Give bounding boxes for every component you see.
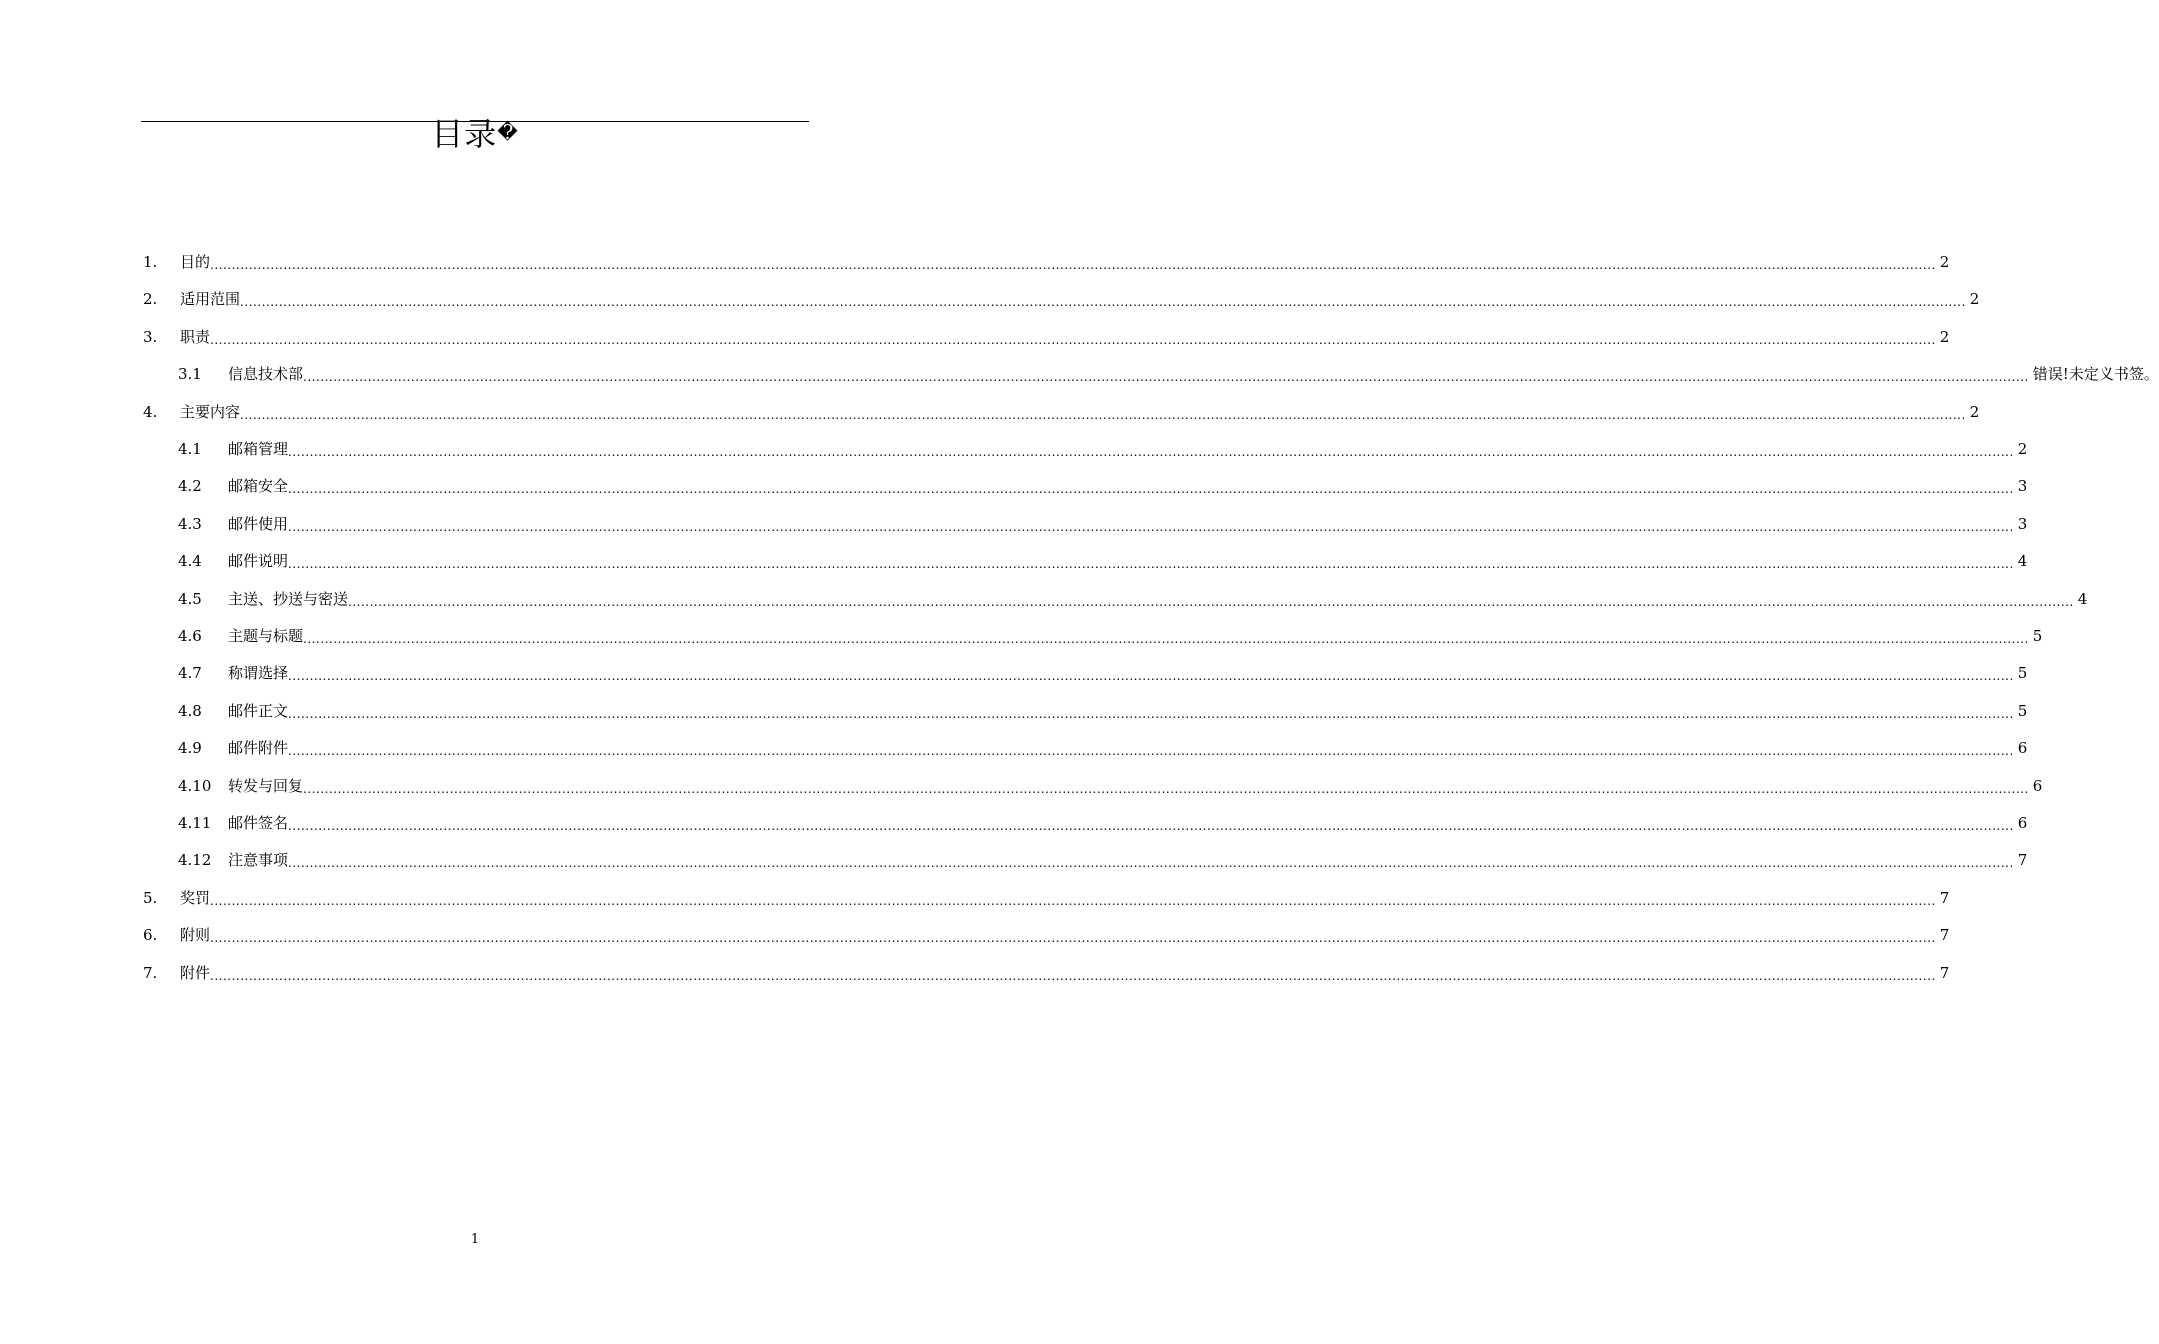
toc-entry-page: 6 [2017,739,2028,757]
toc-entry-label: 目的 [180,253,211,271]
toc-entry[interactable] [178,697,2028,721]
toc-entry-label: 附件 [180,964,211,982]
toc-entry[interactable] [178,547,2028,571]
toc-entry-number: 3. [143,328,158,346]
toc-entry-number: 4.2 [178,477,202,495]
toc-entry[interactable] [143,248,1950,272]
toc-entry[interactable] [143,959,1950,983]
toc-leader-dots: ................................................................................................................................................................................................................................................................................................................................................................................................................ [240,408,1966,422]
toc-entry[interactable] [178,435,2028,459]
toc-entry-page: 6 [2032,777,2043,795]
toc-entry-number: 4.4 [178,552,202,570]
toc-entry-label: 职责 [180,328,211,346]
toc-entry-number: 4.7 [178,664,202,682]
toc-entry-number: 4.11 [178,814,212,832]
toc-leader-dots: ................................................................................................................................................................................................................................................................................................................................................................................................................ [303,370,2029,384]
toc-leader-dots: ................................................................................................................................................................................................................................................................................................................................................................................................................ [210,969,1936,983]
page-number: 1 [470,1232,480,1247]
toc-entry-label: 奖罚 [180,889,211,907]
toc-entry-page: 错误!未定义书签。 [2032,365,2159,383]
toc-leader-dots: ................................................................................................................................................................................................................................................................................................................................................................................................................ [288,557,2014,571]
toc-entry-number: 1. [143,253,158,271]
toc-leader-dots: ................................................................................................................................................................................................................................................................................................................................................................................................................ [210,894,1936,908]
toc-leader-dots: ................................................................................................................................................................................................................................................................................................................................................................................................................ [240,295,1966,309]
title-text: 目录 [431,115,498,153]
toc-entry-label: 邮箱管理 [228,440,289,458]
toc-leader-dots: ................................................................................................................................................................................................................................................................................................................................................................................................................ [288,707,2014,721]
toc-leader-dots: ................................................................................................................................................................................................................................................................................................................................................................................................................ [210,258,1936,272]
toc-leader-dots: ................................................................................................................................................................................................................................................................................................................................................................................................................ [210,333,1936,347]
toc-entry-number: 4.9 [178,739,202,757]
toc-leader-dots: ................................................................................................................................................................................................................................................................................................................................................................................................................ [348,595,2074,609]
toc-entry-page: 3 [2017,515,2028,533]
toc-entry-number: 4.3 [178,515,202,533]
toc-leader-dots: ................................................................................................................................................................................................................................................................................................................................................................................................................ [303,782,2029,796]
toc-entry-page: 5 [2017,702,2028,720]
toc-entry-label: 主送、抄送与密送 [228,590,349,608]
toc-leader-dots: ................................................................................................................................................................................................................................................................................................................................................................................................................ [288,669,2014,683]
toc-entry-page: 7 [1939,926,1950,944]
toc-entry[interactable] [178,846,2028,870]
toc-leader-dots: ................................................................................................................................................................................................................................................................................................................................................................................................................ [288,445,2014,459]
toc-entry-page: 2 [1939,328,1950,346]
toc-entry-label: 邮件签名 [228,814,289,832]
toc-entry[interactable] [143,285,1980,309]
toc-entry-page: 2 [1969,290,1980,308]
toc-entry-label: 适用范围 [180,290,241,308]
toc-entry[interactable] [143,921,1950,945]
toc-entry-label: 邮件正文 [228,702,289,720]
toc-entry-page: 2 [1969,403,1980,421]
toc-entry[interactable] [143,323,1950,347]
toc-leader-dots: ................................................................................................................................................................................................................................................................................................................................................................................................................ [288,856,2014,870]
toc-entry[interactable] [178,809,2028,833]
toc-entry[interactable] [178,510,2028,534]
toc-entry[interactable] [178,772,2043,796]
toc-entry-number: 4.1 [178,440,202,458]
toc-leader-dots: ................................................................................................................................................................................................................................................................................................................................................................................................................ [210,931,1936,945]
toc-entry[interactable] [143,884,1950,908]
toc-entry-number: 4.10 [178,777,212,795]
toc-entry[interactable] [143,398,1980,422]
toc-entry-number: 4.8 [178,702,202,720]
toc-entry-number: 4.5 [178,590,202,608]
toc-entry-number: 3.1 [178,365,202,383]
toc-entry-page: 7 [2017,851,2028,869]
toc-entry[interactable] [178,659,2028,683]
toc-leader-dots: ................................................................................................................................................................................................................................................................................................................................................................................................................ [288,819,2014,833]
toc-entry[interactable] [178,585,2088,609]
page-title [0,108,950,158]
toc-entry-page: 5 [2017,664,2028,682]
toc-entry-number: 7. [143,964,158,982]
toc-entry-page: 6 [2017,814,2028,832]
title-missing-glyph: � [497,120,519,144]
toc-entry-page: 4 [2077,590,2088,608]
toc-entry-number: 4.6 [178,627,202,645]
toc-leader-dots: ................................................................................................................................................................................................................................................................................................................................................................................................................ [288,744,2014,758]
toc-entry-label: 转发与回复 [228,777,304,795]
toc-entry-label: 主要内容 [180,403,241,421]
toc-entry-page: 5 [2032,627,2043,645]
toc-entry[interactable] [178,734,2028,758]
toc-entry-page: 7 [1939,964,1950,982]
toc-entry-page: 2 [1939,253,1950,271]
toc-entry[interactable] [178,622,2043,646]
toc-entry-label: 称谓选择 [228,664,289,682]
toc-entry-label: 邮件说明 [228,552,289,570]
toc-leader-dots: ................................................................................................................................................................................................................................................................................................................................................................................................................ [303,632,2029,646]
toc-entry-page: 4 [2017,552,2028,570]
toc-entry-number: 4.12 [178,851,212,869]
toc-entry-page: 7 [1939,889,1950,907]
toc-entry-label: 信息技术部 [228,365,304,383]
toc-entry-page: 3 [2017,477,2028,495]
toc-entry-label: 邮箱安全 [228,477,289,495]
toc-entry-number: 5. [143,889,158,907]
toc-entry-label: 附则 [180,926,211,944]
toc-entry[interactable] [178,360,2159,384]
toc-entry-label: 注意事项 [228,851,289,869]
toc-leader-dots: ................................................................................................................................................................................................................................................................................................................................................................................................................ [288,482,2014,496]
toc-entry-number: 6. [143,926,158,944]
toc-entry-label: 邮件附件 [228,739,289,757]
toc-entry-number: 4. [143,403,158,421]
toc-entry-number: 2. [143,290,158,308]
toc-entry-label: 邮件使用 [228,515,289,533]
toc-entry-label: 主题与标题 [228,627,304,645]
toc-entry-page: 2 [2017,440,2028,458]
toc-leader-dots: ................................................................................................................................................................................................................................................................................................................................................................................................................ [288,520,2014,534]
toc-entry[interactable] [178,472,2028,496]
